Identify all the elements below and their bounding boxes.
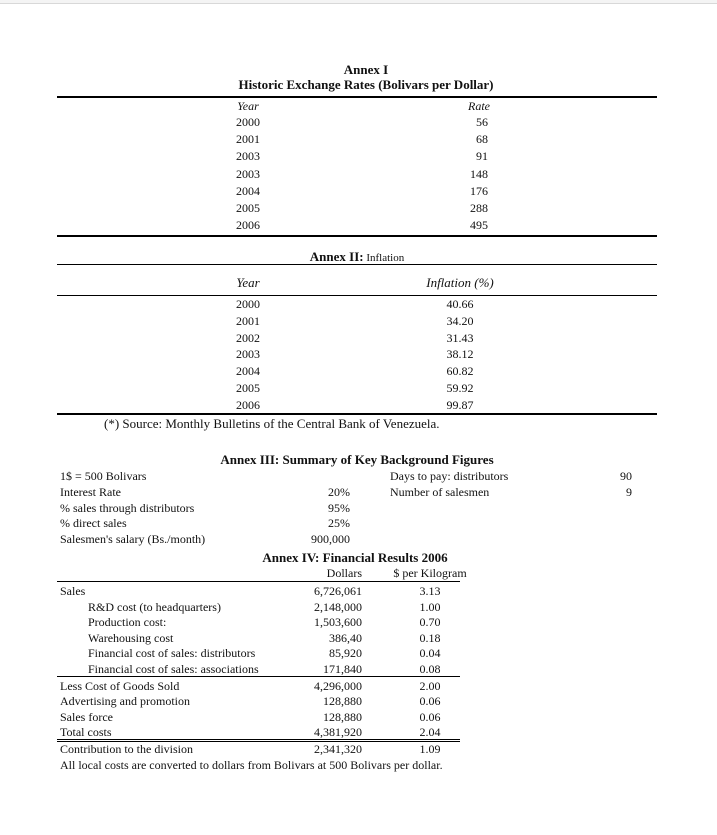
annex3-label: Number of salesmen xyxy=(390,484,490,499)
financial-row-label: Financial cost of sales: distributors xyxy=(88,646,256,660)
annex3-label: % sales through distributors xyxy=(60,500,195,515)
financial-row-perkg: 0.70 xyxy=(419,615,441,629)
annex1-header-year: Year xyxy=(237,99,259,113)
annex1-rate-cell: 176 xyxy=(470,183,488,198)
financial-row-perkg: 1.00 xyxy=(419,599,441,614)
financial-row-dollars: 128,880 xyxy=(323,694,362,709)
annex1-year-cell: 2006 xyxy=(236,218,260,233)
annex2-inflation-cell: 40.66 xyxy=(446,297,474,311)
annex3-label: Salesmen's salary (Bs./month) xyxy=(60,532,206,547)
annex2-year-cell: 2000 xyxy=(236,297,260,311)
annex2-header-inflation: Inflation (%) xyxy=(426,275,494,290)
annex4-header-rule xyxy=(57,581,460,582)
annex2-inflation-cell: 59.92 xyxy=(446,381,474,395)
annex3-label: Days to pay: distributors xyxy=(390,469,509,483)
annex2-inflation-cell: 38.12 xyxy=(446,347,474,362)
financial-row-dollars: 4,381,920 xyxy=(314,724,362,739)
annex1-header-rate: Rate xyxy=(468,99,490,113)
financial-row-dollars: 128,880 xyxy=(323,709,362,724)
annex2-inflation-cell: 60.82 xyxy=(446,364,474,379)
annex2-year-cell: 2002 xyxy=(236,330,260,345)
financial-row-dollars: 4,296,000 xyxy=(314,679,362,693)
annex1-rate-cell: 91 xyxy=(476,149,488,164)
financial-row-dollars: 6,726,061 xyxy=(314,584,362,598)
annex1-rate-cell: 288 xyxy=(470,201,488,215)
financial-row-label: R&D cost (to headquarters) xyxy=(88,599,221,614)
annex4-header-perkg: $ per Kilogram xyxy=(393,566,467,580)
annex2-inflation-cell: 31.43 xyxy=(446,330,474,345)
annex3-value: 90 xyxy=(620,469,632,483)
annex2-year-cell: 2001 xyxy=(236,313,260,328)
financial-row-dollars: 171,840 xyxy=(323,661,362,676)
financial-row-dollars: 1,503,600 xyxy=(314,615,362,629)
annex1-rate-cell: 495 xyxy=(470,218,488,233)
annex1-year-cell: 2003 xyxy=(236,166,260,181)
annex3-value: 900,000 xyxy=(311,532,350,547)
financial-row-label: Warehousing cost xyxy=(88,630,174,645)
annex2-inflation-cell: 34.20 xyxy=(446,313,474,328)
annex3-label: % direct sales xyxy=(60,516,127,531)
annex3-value: 25% xyxy=(328,516,350,531)
annex1-rate-cell: 148 xyxy=(470,166,488,181)
annex1-year-cell: 2001 xyxy=(236,132,260,147)
financial-row-label: Financial cost of sales: associations xyxy=(88,661,259,676)
annex1-year-cell: 2005 xyxy=(236,201,260,215)
annex3-label: Interest Rate xyxy=(60,484,121,499)
annex3-title: Annex III: Summary of Key Background Figures xyxy=(220,452,494,467)
contribution-perkg: 1.09 xyxy=(419,742,441,756)
annex3-value: 20% xyxy=(328,484,350,499)
financial-row-label: Advertising and promotion xyxy=(60,694,190,709)
financial-row-perkg: 0.04 xyxy=(419,646,441,660)
financial-row-label: Total costs xyxy=(60,724,112,739)
annex4-title: Annex IV: Financial Results 2006 xyxy=(262,550,448,565)
annex2-year-cell: 2004 xyxy=(236,364,260,379)
financial-row-label: Less Cost of Goods Sold xyxy=(60,679,180,693)
financial-row-perkg: 0.08 xyxy=(419,661,441,676)
financial-row-perkg: 0.18 xyxy=(419,630,441,645)
financial-row-dollars: 2,148,000 xyxy=(314,599,362,614)
annex1-rate-cell: 68 xyxy=(476,132,488,147)
annex3-label: 1$ = 500 Bolivars xyxy=(60,469,147,483)
annex4-header-dollars: Dollars xyxy=(326,566,362,580)
annex2-year-cell: 2005 xyxy=(236,381,260,395)
financial-row-perkg: 2.04 xyxy=(419,724,441,739)
annex2-source: (*) Source: Monthly Bulletins of the Central Bank of Venezuela. xyxy=(104,416,440,431)
financial-row-perkg: 3.13 xyxy=(419,584,441,598)
annex1-year-cell: 2000 xyxy=(236,115,260,129)
annex3-value xyxy=(250,468,350,484)
annex2-inflation-cell: 99.87 xyxy=(446,397,474,412)
annex1-bottom-rule xyxy=(57,235,657,237)
annex2-header-rule xyxy=(57,295,657,296)
annex2-year-cell: 2003 xyxy=(236,347,260,362)
annex2-year-cell: 2006 xyxy=(236,397,260,412)
contribution-dollars: 2,341,320 xyxy=(314,742,362,756)
financial-row-label: Sales xyxy=(60,584,86,598)
financial-row-dollars: 386,40 xyxy=(329,630,362,645)
annex1-year-cell: 2003 xyxy=(236,149,260,164)
annex1-rate-cell: 56 xyxy=(476,115,488,129)
financial-row-dollars: 85,920 xyxy=(329,646,362,660)
annex1-title: Annex I xyxy=(343,62,389,77)
annex2-title: Annex II: Inflation xyxy=(309,249,405,264)
annex3-value: 95% xyxy=(328,500,350,515)
annex4-footnote: All local costs are converted to dollars from Bolivars at 500 Bolivars per dollar. xyxy=(60,758,443,772)
annex1-subtitle: Historic Exchange Rates (Bolivars per Dollar) xyxy=(238,77,494,92)
annex2-bottom-rule xyxy=(57,413,657,415)
window-top-edge xyxy=(0,0,717,4)
financial-row-perkg: 0.06 xyxy=(419,709,441,724)
contribution-label: Contribution to the division xyxy=(60,742,194,756)
financial-row-perkg: 2.00 xyxy=(419,679,441,693)
annex3-value: 9 xyxy=(626,484,632,499)
financial-row-label: Sales force xyxy=(60,709,113,724)
annex4-subtotal-rule xyxy=(57,676,460,677)
annex1-top-rule xyxy=(57,96,657,98)
financial-row-label: Production cost: xyxy=(88,615,167,629)
annex1-year-cell: 2004 xyxy=(236,183,260,198)
annex2-top-rule xyxy=(57,264,657,265)
annex2-header-year: Year xyxy=(236,275,260,290)
financial-row-perkg: 0.06 xyxy=(419,694,441,709)
